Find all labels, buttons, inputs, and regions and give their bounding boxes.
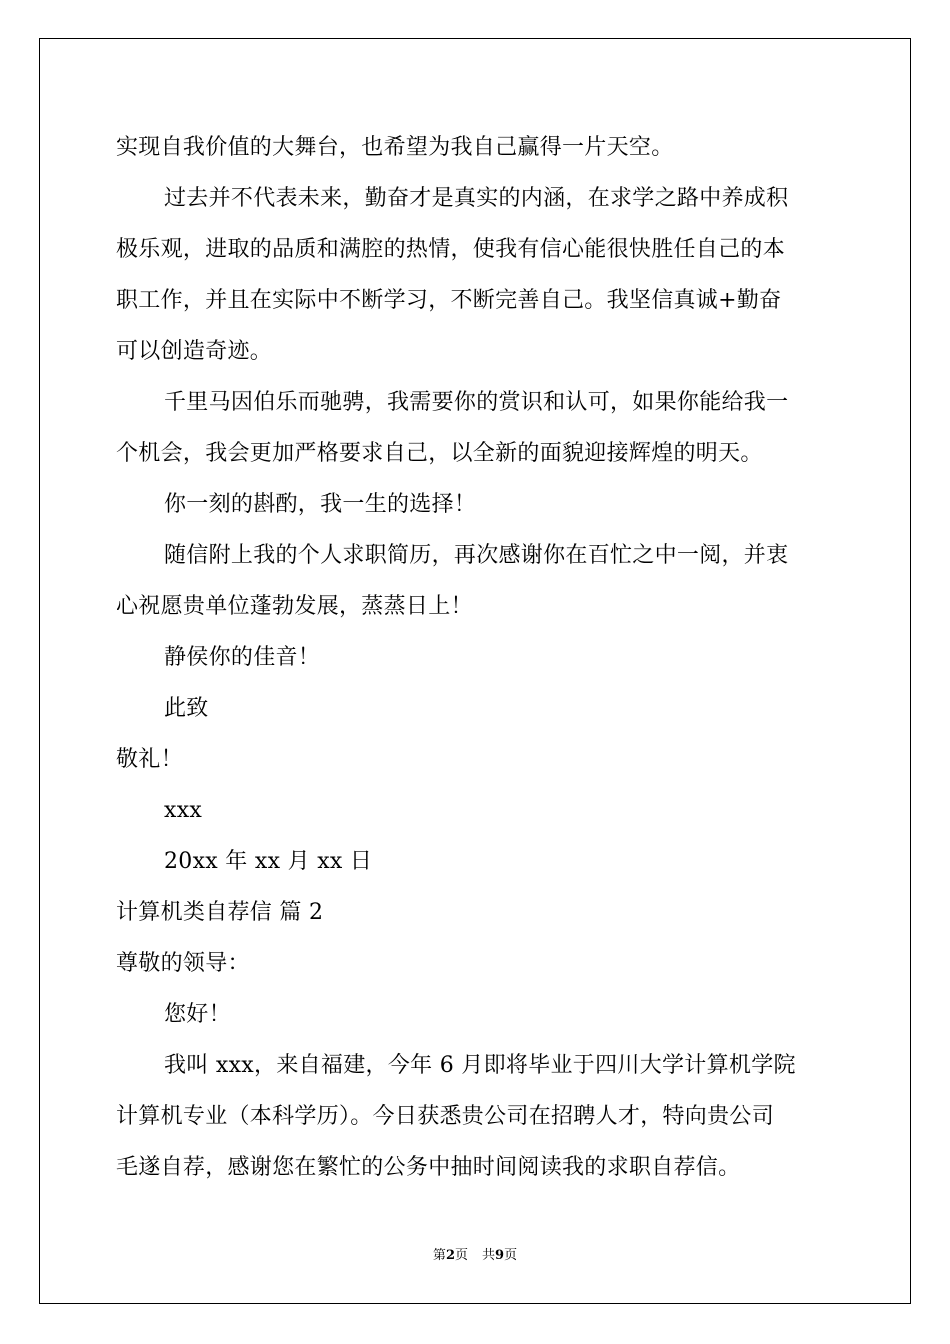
signature-date: 20xx 年 xx 月 xx 日	[164, 849, 373, 874]
greeting: 您好！	[164, 1002, 231, 1027]
page-footer	[0, 1247, 950, 1265]
total-pages: 9	[495, 1248, 505, 1263]
document-body	[116, 122, 836, 1193]
text-line-8: 你一刻的斟酌，我一生的选择！	[164, 492, 477, 517]
text-line-4: 职工作，并且在实际中不断学习，不断完善自己。我坚信真诚+勤奋	[116, 288, 782, 313]
text-line-7: 个机会，我会更加严格要求自己，以全新的面貌迎接辉煌的明天。	[116, 441, 763, 466]
signature-name: xxx	[164, 798, 203, 823]
text-line-21: 毛遂自荐，感谢您在繁忙的公务中抽时间阅读我的求职自荐信。	[116, 1155, 741, 1180]
text-line-11: 静侯你的佳音！	[164, 645, 321, 670]
text-line-9: 随信附上我的个人求职简历，再次感谢你在百忙之中一阅，并衷	[164, 543, 789, 568]
text-line-10: 心祝愿贵单位蓬勃发展，蒸蒸日上！	[116, 594, 473, 619]
text-line-3: 极乐观，进取的品质和满腔的热情，使我有信心能很快胜任自己的本	[116, 237, 786, 262]
text-line-1: 实现自我价值的大舞台，也希望为我自己赢得一片天空。	[116, 135, 674, 160]
total-suffix: 页	[504, 1248, 518, 1263]
closing-regards: 敬礼！	[116, 747, 183, 772]
closing-salutation: 此致	[164, 696, 209, 721]
text-line-2: 过去并不代表未来，勤奋才是真实的内涵，在求学之路中养成积	[164, 186, 789, 211]
section-heading: 计算机类自荐信 篇 2	[116, 900, 324, 925]
total-prefix: 共	[482, 1248, 496, 1263]
text-line-20: 计算机专业（本科学历）。今日获悉贵公司在招聘人才，特向贵公司	[116, 1104, 775, 1129]
page-suffix: 页	[454, 1248, 468, 1263]
page-prefix: 第	[432, 1248, 446, 1263]
greeting-title: 尊敬的领导：	[116, 951, 250, 976]
page-number: 2	[445, 1248, 455, 1263]
text-line-5: 可以创造奇迹。	[116, 339, 273, 364]
text-line-6: 千里马因伯乐而驰骋，我需要你的赏识和认可，如果你能给我一	[164, 390, 789, 415]
text-line-19: 我叫 xxx，来自福建，今年 6 月即将毕业于四川大学计算机学院	[164, 1053, 796, 1078]
